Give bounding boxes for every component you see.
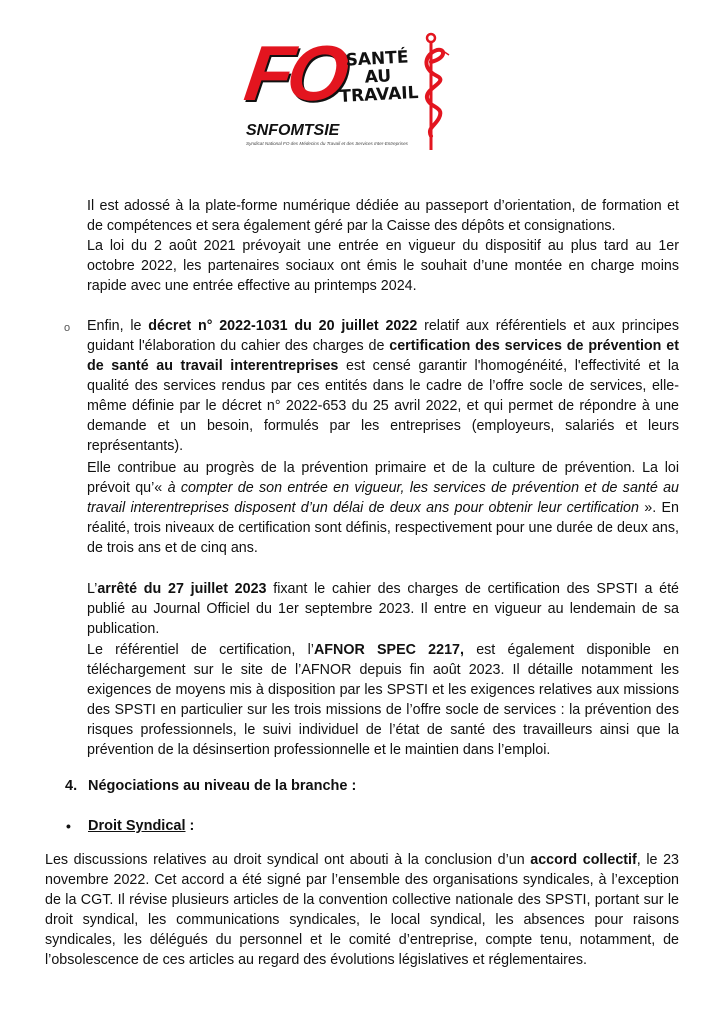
section-title: Négociations au niveau de la branche : (88, 778, 357, 794)
paragraph-passeport: Il est adossé à la plate-forme numérique dédiée au passeport d’orientation, de formation et de compétences et sera également géré par la Caisse des dépôts et consignations. La loi du 2 août 2021 prévoyait une entrée en vigueur du dispositif au plus tard au 1er octobre 2022, les partenaires sociaux ont émis le souhait d’une montée en charge moins rapide avec une entrée effective au printemps 2024. (87, 198, 679, 294)
paragraph-droit-syndical: Les discussions relatives au droit syndical ont abouti à la conclusion d’un accord collectif, le 23 novembre 2022. Cet accord a été signé par l’ensemble des organisations syndicales, à l’exception de la CGT. Il révise plusieurs articles de la convention collective nationale des SPSTI, portant sur le droit syndical, les communications syndicales, le local syndical, les absences pour raisons syndicales, les délégués du personnel et le comité d’entreprise, compte tenu, notamment, de l’obsolescence de ces articles au regard des évolutions législatives et réglementaires. (45, 852, 679, 968)
fo-logo-text: FO (239, 29, 349, 117)
decret-reference: décret n° 2022-1031 du 20 juillet 2022 (148, 318, 418, 334)
certification-emphasis: certification des services de prévention et de santé au travail interentreprises (87, 338, 679, 374)
paragraph-arrete: L’arrêté du 27 juillet 2023 fixant le cahier des charges de certification des SPSTI a été publié au Journal Officiel du 1er septembre 2023. Il entre en vigueur au lendemain de sa publication. (87, 581, 680, 637)
hollow-bullet-icon: o (64, 322, 71, 334)
section-heading (65, 778, 356, 794)
org-acronym: SNFOMTSIE (246, 122, 340, 139)
logo-tagline: SANTÉ AU TRAVAIL (338, 47, 419, 108)
org-full-name: Syndicat National FO des Médecins du Travail et des Services Inter-Entreprises (246, 141, 408, 146)
paragraph-contribue: Elle contribue au progrès de la prévention primaire et de la culture de prévention. La loi prévoit qu’« à compter de son entrée en vigueur, les services de prévention et de santé au travail interentreprises disposent d’un délai de deux ans pour obtenir leur certification ». En réalité, trois niveaux de certification sont définis, respectivement pour une durée de deux ans, de trois ans et de cinq ans. (87, 460, 679, 556)
subsection-heading: Droit Syndical : (88, 818, 195, 834)
section-number: 4. (65, 778, 78, 794)
fo-sante-au-travail-logo (239, 28, 476, 158)
arrete-reference: arrêté du 27 juillet 2023 (97, 581, 267, 597)
law-quote: à compter de son entrée en vigueur, les services de prévention et de santé au travail interentreprises disposent d’un délai de deux ans pour obtenir leur certification (87, 480, 679, 516)
bullet-dot-icon: • (66, 818, 71, 834)
paragraph-afnor: Le référentiel de certification, l’AFNOR SPEC 2217, est également disponible en téléchargement sur le site de l’AFNOR depuis fin août 2023. Il détaille notamment les exigences de moyens mis à disposition par les SPSTI et les exigences relatives aux missions des SPSTI en particulier sur les trois missions de l’offre socle de services : la prévention des risques professionnels, le suivi individuel de l’état de santé des travailleurs ainsi que la prévention de la désinsertion professionnelle et le maintien dans l’emploi. (87, 642, 680, 758)
caduceus-icon (421, 32, 451, 152)
paragraph-decret: Enfin, le décret n° 2022-1031 du 20 juillet 2022 relatif aux référentiels et aux principes guidant l'élaboration du cahier des charges de certification des services de prévention et de santé au travail interentreprises est censé garantir l'homogénéité, l'effectivité et la qualité des services rendus par ces entités dans le cadre de l’offre socle de services, elle-même définie par le décret n° 2022-653 du 25 avril 2022, et qui permet de répondre à une demande et un besoin, formulés par les entreprises (employeurs, salariés et leurs représentants). (87, 318, 680, 454)
accord-collectif: accord collectif (530, 852, 637, 868)
afnor-reference: AFNOR SPEC 2217, (313, 642, 464, 658)
